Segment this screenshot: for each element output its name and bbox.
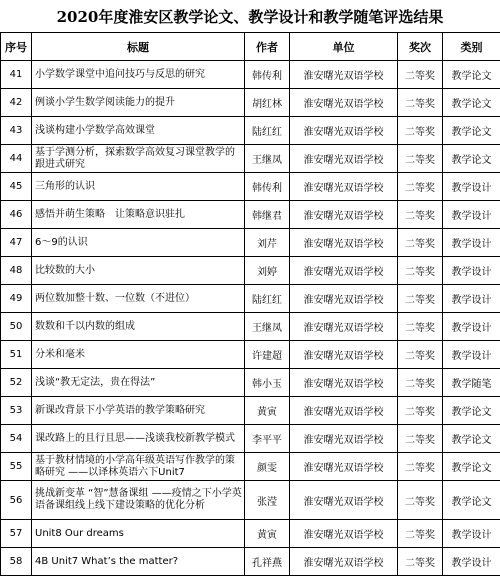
cell-no: 50	[1, 313, 32, 341]
cell-title: 浅谈构建小学数学高效课堂	[32, 117, 245, 145]
table-row	[1, 257, 500, 285]
cell-unit: 淮安曙光双语学校	[290, 61, 398, 89]
cell-no: 47	[1, 229, 32, 257]
cell-category: 教学设计	[443, 520, 500, 548]
cell-title: 基于教材情境的小学高年级英语写作教学的策略研究 ——以译林英语六下Unit7	[32, 453, 245, 481]
cell-title: 比较数的大小	[32, 257, 245, 285]
cell-title: 课改路上的且行且思——浅谈我校新教学模式	[32, 425, 245, 453]
cell-title: 4B Unit7 What’s the matter?	[32, 548, 245, 576]
cell-title: 新课改背景下小学英语的教学策略研究	[32, 397, 245, 425]
table-row	[1, 453, 500, 481]
page-title: 2020年度淮安区教学论文、教学设计和教学随笔评选结果	[56, 7, 444, 26]
header-award: 奖次	[398, 33, 443, 61]
cell-unit: 淮安曙光双语学校	[290, 229, 398, 257]
cell-unit: 淮安曙光双语学校	[290, 89, 398, 117]
cell-unit: 淮安曙光双语学校	[290, 257, 398, 285]
cell-unit: 淮安曙光双语学校	[290, 548, 398, 576]
cell-unit: 淮安曙光双语学校	[290, 173, 398, 201]
cell-award: 二等奖	[398, 341, 443, 369]
cell-author: 李平平	[245, 425, 290, 453]
cell-author: 陆红红	[245, 285, 290, 313]
cell-author: 孔祥燕	[245, 548, 290, 576]
cell-award: 二等奖	[398, 369, 443, 397]
cell-no: 41	[1, 61, 32, 89]
cell-title: 两位数加整十数、一位数（不进位）	[32, 285, 245, 313]
cell-title: 例谈小学生数学阅读能力的提升	[32, 89, 245, 117]
table-row	[1, 285, 500, 313]
cell-title: 挑战新变革 “智”慧备课组 ——疫情之下小学英语备课组线上线下建设策略的优化分析	[32, 481, 245, 520]
cell-award: 二等奖	[398, 548, 443, 576]
cell-author: 许建超	[245, 341, 290, 369]
cell-no: 44	[1, 145, 32, 173]
cell-title: 数数和千以内数的组成	[32, 313, 245, 341]
table-row	[1, 481, 500, 520]
cell-unit: 淮安曙光双语学校	[290, 117, 398, 145]
cell-category: 教学设计	[443, 341, 500, 369]
cell-no: 55	[1, 453, 32, 481]
header-no: 序号	[1, 33, 32, 61]
cell-category: 教学设计	[443, 229, 500, 257]
cell-category: 教学论文	[443, 481, 500, 520]
cell-author: 韩传利	[245, 173, 290, 201]
cell-title: 分米和毫米	[32, 341, 245, 369]
cell-author: 陆红红	[245, 117, 290, 145]
header-title: 标题	[32, 33, 245, 61]
cell-unit: 淮安曙光双语学校	[290, 453, 398, 481]
cell-unit: 淮安曙光双语学校	[290, 313, 398, 341]
cell-unit: 淮安曙光双语学校	[290, 145, 398, 173]
cell-author: 王继凤	[245, 313, 290, 341]
cell-title: 浅谈“教无定法，贵在得法”	[32, 369, 245, 397]
cell-no: 43	[1, 117, 32, 145]
cell-award: 二等奖	[398, 397, 443, 425]
table-row	[1, 520, 500, 548]
cell-title: 6～9的认识	[32, 229, 245, 257]
cell-no: 48	[1, 257, 32, 285]
header-unit: 单位	[290, 33, 398, 61]
table-row	[1, 89, 500, 117]
cell-category: 教学设计	[443, 548, 500, 576]
cell-category: 教学设计	[443, 313, 500, 341]
cell-no: 49	[1, 285, 32, 313]
cell-unit: 淮安曙光双语学校	[290, 520, 398, 548]
cell-no: 52	[1, 369, 32, 397]
cell-no: 51	[1, 341, 32, 369]
cell-award: 二等奖	[398, 313, 443, 341]
table-row	[1, 201, 500, 229]
cell-award: 二等奖	[398, 257, 443, 285]
cell-title: 基于学测分析，探索数学高效复习课堂教学的跟进式研究	[32, 145, 245, 173]
cell-author: 刘芹	[245, 229, 290, 257]
cell-no: 58	[1, 548, 32, 576]
cell-category: 教学设计	[443, 257, 500, 285]
table-row	[1, 341, 500, 369]
cell-unit: 淮安曙光双语学校	[290, 201, 398, 229]
cell-category: 教学设计	[443, 285, 500, 313]
table-row	[1, 313, 500, 341]
cell-no: 53	[1, 397, 32, 425]
cell-award: 二等奖	[398, 481, 443, 520]
cell-award: 二等奖	[398, 285, 443, 313]
header-category: 类别	[443, 33, 500, 61]
table-row	[1, 425, 500, 453]
header-author: 作者	[245, 33, 290, 61]
cell-no: 46	[1, 201, 32, 229]
table-row	[1, 548, 500, 576]
cell-author: 韩小玉	[245, 369, 290, 397]
cell-category: 教学论文	[443, 145, 500, 173]
cell-author: 韩继君	[245, 201, 290, 229]
cell-author: 黄寅	[245, 397, 290, 425]
cell-no: 57	[1, 520, 32, 548]
cell-author: 胡红林	[245, 89, 290, 117]
cell-author: 王继凤	[245, 145, 290, 173]
cell-author: 颜雯	[245, 453, 290, 481]
cell-category: 教学设计	[443, 173, 500, 201]
cell-category: 教学论文	[443, 61, 500, 89]
cell-category: 教学随笔	[443, 369, 500, 397]
cell-no: 56	[1, 481, 32, 520]
cell-award: 二等奖	[398, 201, 443, 229]
cell-award: 二等奖	[398, 89, 443, 117]
cell-author: 张滢	[245, 481, 290, 520]
cell-unit: 淮安曙光双语学校	[290, 369, 398, 397]
cell-unit: 淮安曙光双语学校	[290, 397, 398, 425]
table-row	[1, 369, 500, 397]
cell-author: 刘婷	[245, 257, 290, 285]
table-row	[1, 397, 500, 425]
table-row	[1, 117, 500, 145]
table-row	[1, 61, 500, 89]
cell-award: 二等奖	[398, 145, 443, 173]
cell-author: 韩传利	[245, 61, 290, 89]
cell-no: 42	[1, 89, 32, 117]
cell-award: 二等奖	[398, 425, 443, 453]
cell-title: Unit8 Our dreams	[32, 520, 245, 548]
cell-unit: 淮安曙光双语学校	[290, 285, 398, 313]
cell-unit: 淮安曙光双语学校	[290, 341, 398, 369]
cell-award: 二等奖	[398, 173, 443, 201]
cell-category: 教学论文	[443, 117, 500, 145]
cell-title: 感悟并萌生策略 让策略意识驻扎	[32, 201, 245, 229]
cell-category: 教学论文	[443, 453, 500, 481]
cell-category: 教学设计	[443, 201, 500, 229]
cell-unit: 淮安曙光双语学校	[290, 425, 398, 453]
cell-award: 二等奖	[398, 229, 443, 257]
cell-award: 二等奖	[398, 117, 443, 145]
results-table	[0, 32, 500, 576]
header-row	[1, 33, 500, 61]
table-row	[1, 145, 500, 173]
cell-award: 二等奖	[398, 520, 443, 548]
table-row	[1, 173, 500, 201]
cell-category: 教学论文	[443, 425, 500, 453]
cell-category: 教学论文	[443, 89, 500, 117]
cell-category: 教学论文	[443, 397, 500, 425]
cell-author: 黄寅	[245, 520, 290, 548]
cell-unit: 淮安曙光双语学校	[290, 481, 398, 520]
cell-title: 三角形的认识	[32, 173, 245, 201]
cell-award: 二等奖	[398, 453, 443, 481]
cell-no: 45	[1, 173, 32, 201]
table-row	[1, 229, 500, 257]
cell-no: 54	[1, 425, 32, 453]
cell-title: 小学数学课堂中追问技巧与反思的研究	[32, 61, 245, 89]
cell-award: 二等奖	[398, 61, 443, 89]
